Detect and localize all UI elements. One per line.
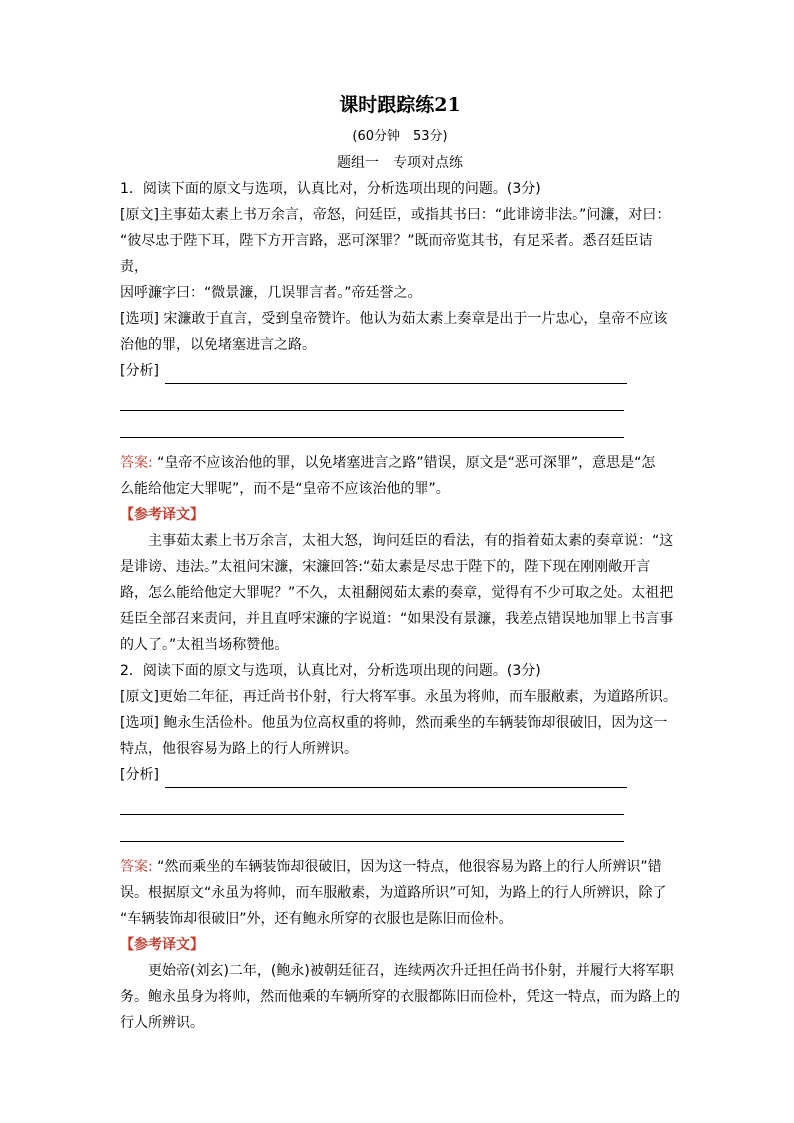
q2-translation-line: 更始帝(刘玄)二年，(鲍永)被朝廷征召，连续两次升迁担任尚书仆射，并履行大将军职 <box>148 963 674 979</box>
q2-analysis-blank[interactable] <box>165 769 627 788</box>
q2-answer-text: “然而乘坐的车辆装饰却很破旧，因为这一特点，他很容易为路上的行人所辨识”错 <box>152 859 662 875</box>
answer-label: 答案: <box>120 859 153 875</box>
page-title: 课时跟踪练21 <box>339 94 461 116</box>
q1-translation-line: 主事茹太素上书万余言，太祖大怒，询问廷臣的看法，有的指着茹太素的奏章说：“这 <box>148 533 674 549</box>
q1-answer <box>120 450 680 476</box>
q1-answer-text: “皇帝不应该治他的罪，以免堵塞进言之路”错误，原文是“恶可深罪”，意思是“怎 <box>152 455 656 471</box>
time-score-note: (60分钟 53分) <box>352 129 448 144</box>
q2-answer-text: 误。根据原文“永虽为将帅，而车服敝素，为道路所识”可知，为路上的行人所辨识，除了 <box>120 885 667 901</box>
q1-analysis-blank[interactable] <box>165 365 627 384</box>
q1-translation-line: 是诽谤、违法。”太祖问宋濂，宋濂回答:“茹太素是尽忠于陛下的，陛下现在刚刚敞开言 <box>120 559 651 575</box>
q1-analysis-blank[interactable] <box>120 411 624 438</box>
q1-translation-line: 廷臣全部召来责问，并且直呼宋濂的字说道：“如果没有景濂，我差点错误地加罪上书言事 <box>120 611 674 627</box>
q2-option-line: 特点，他很容易为路上的行人所辨识。 <box>120 741 358 757</box>
q2-answer-text: “车辆装饰却很破旧”外，还有鲍永所穿的衣服也是陈旧而俭朴。 <box>120 911 513 927</box>
q2-translation-line: 务。鲍永虽身为将帅，然而他乘的车辆所穿的衣服都陈旧而俭朴，凭这一特点，而为路上的 <box>120 989 680 1005</box>
q1-answer-text: 么能给他定大罪呢”，而不是“皇帝不应该治他的罪”。 <box>120 481 450 497</box>
q1-prompt: 1．阅读下面的原文与选项，认真比对，分析选项出现的问题。(3分) <box>120 181 541 197</box>
q1-analysis-blank[interactable] <box>120 384 624 411</box>
q2-option-line: [选项] 鲍永生活俭朴。他虽为位高权重的将帅，然而乘坐的车辆装饰却很破旧，因为这一 <box>120 715 668 731</box>
q2-original-line: [原文]更始二年征，再迁尚书仆射，行大将军事。永虽为将帅，而车服敝素，为道路所识。 <box>120 689 677 705</box>
q1-option-line: [选项] 宋濂敢于直言，受到皇帝赞许。他认为茹太素上奏章是出于一片忠心，皇帝不应该 <box>120 311 668 327</box>
q2-translation-line: 行人所辨识。 <box>120 1015 204 1031</box>
q2-analysis-row <box>120 762 680 788</box>
answer-label: 答案: <box>120 455 153 471</box>
q1-ref-heading: 【参考译文】 <box>120 507 204 523</box>
q2-answer <box>120 854 680 880</box>
q1-original-line: [原文]主事茹太素上书万余言，帝怒，问廷臣，或指其书曰：“此诽谤非法。”问濂，对曰： <box>120 207 671 223</box>
q1-translation-line: 的人了。”太祖当场称赞他。 <box>120 637 289 653</box>
q1-translation-line: 路，怎么能给他定大罪呢？”不久，太祖翻阅茹太素的奏章，觉得有不少可取之处。太祖把 <box>120 585 674 601</box>
q1-original-line: “彼尽忠于陛下耳，陛下方开言路，恶可深罪？”既而帝览其书，有足采者。悉召廷臣诘责， <box>120 233 653 275</box>
q2-analysis-blank[interactable] <box>120 788 624 815</box>
worksheet-page <box>120 92 680 1036</box>
q2-prompt: 2．阅读下面的原文与选项，认真比对，分析选项出现的问题。(3分) <box>120 663 541 679</box>
q2-ref-heading: 【参考译文】 <box>120 937 204 953</box>
q1-original-line: 因呼濂字曰：“微景濂，几误罪言者。”帝廷誉之。 <box>120 285 422 301</box>
q1-analysis-label: [分析] <box>120 363 159 379</box>
q1-analysis-row <box>120 358 680 384</box>
q2-analysis-blank[interactable] <box>120 815 624 842</box>
q1-option-line: 治他的罪，以免堵塞进言之路。 <box>120 337 316 353</box>
q2-analysis-label: [分析] <box>120 767 159 783</box>
group-heading: 题组一 专项对点练 <box>337 155 463 171</box>
